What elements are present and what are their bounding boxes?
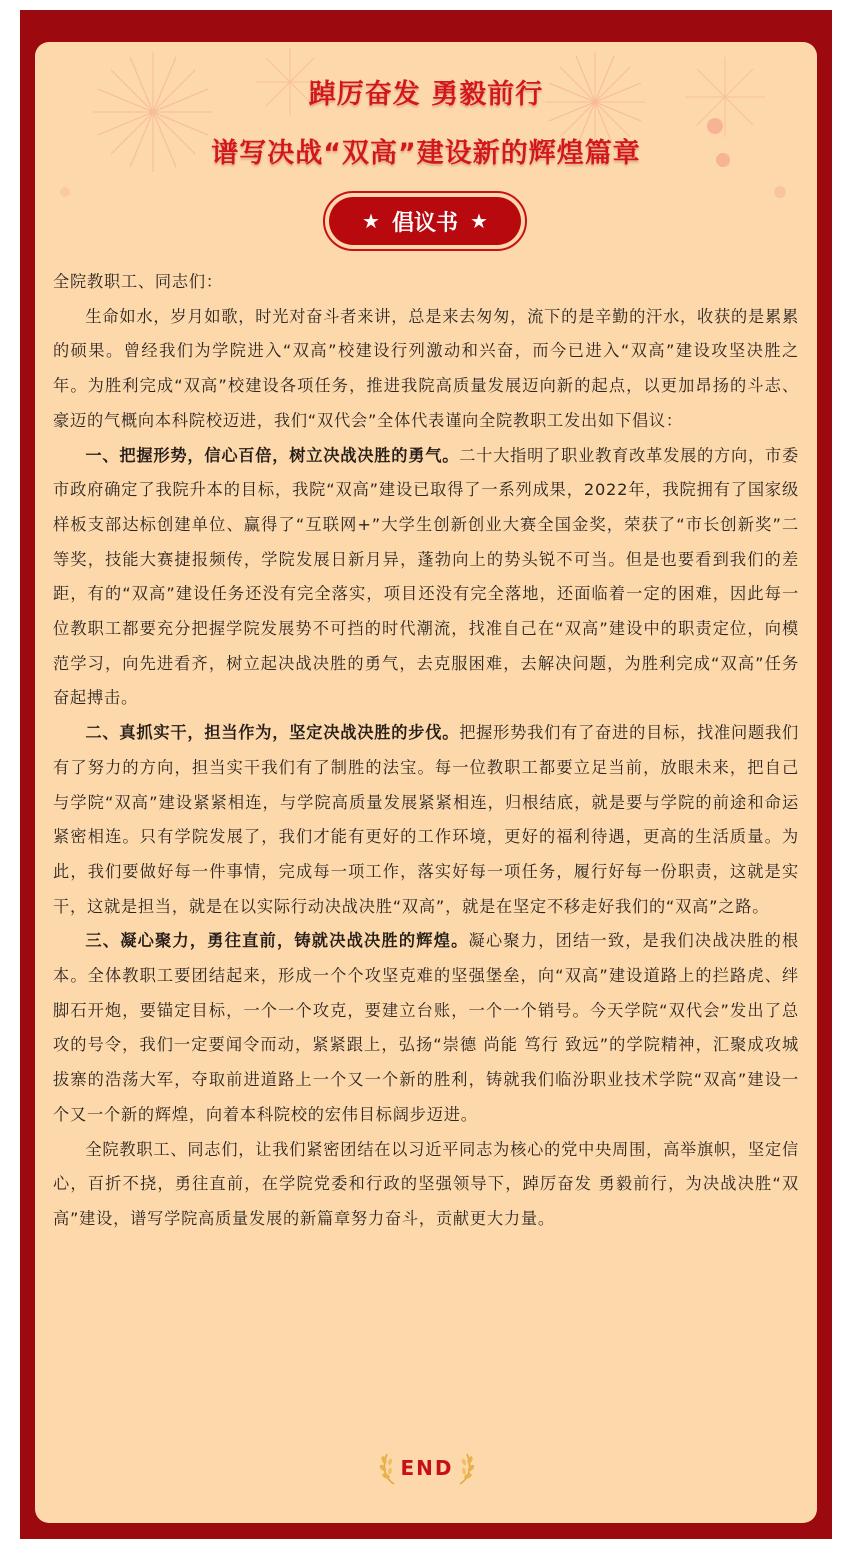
laurel-left-icon	[378, 1450, 400, 1486]
page-title-line2: 谱写决战“双高”建设新的辉煌篇章	[211, 138, 641, 169]
end-marker	[375, 1446, 479, 1490]
star-icon: ★	[362, 209, 380, 233]
badge-label: 倡议书	[391, 210, 458, 236]
point-text-2: 把握形势我们有了奋进的目标，找准问题我们有了努力的方向，担当实干我们有了制胜的法宝。每一位教职工都要立足当前，放眼未来，把自己与学院“双高”建设紧紧相连，与学院高质量发展紧紧相连，归根结底，就是要与学院的前途和命运紧密相连。只有学院发展了，我们才能有更好的工作环境，更好的福利待遇，更高的生活质量。为此，我们要做好每一件事情，完成每一项工作，落实好每一项任务，履行好每一份职责，这就是实干，这就是担当，就是在以实际行动决战决胜“双高”，就是在坚定不移走好我们的“双高”之路。	[53, 723, 799, 916]
star-icon: ★	[470, 209, 488, 233]
salutation: 全院教职工、同志们：	[53, 272, 223, 291]
proposal-card	[35, 42, 817, 1523]
point-heading-1: 一、把握形势，信心百倍，树立决战决胜的勇气。	[85, 445, 460, 465]
point-paragraph-3	[53, 924, 799, 1132]
point-heading-2: 二、真抓实干，担当作为，坚定决战决胜的步伐。	[85, 723, 460, 743]
article-body	[53, 265, 799, 1237]
point-heading-3: 三、凝心聚力，勇往直前，铸就决战决胜的辉煌。	[85, 931, 469, 951]
page-title-line1: 踔厉奋发 勇毅前行	[308, 79, 544, 110]
end-label: END	[400, 1456, 454, 1480]
laurel-right-icon	[454, 1450, 476, 1486]
point-paragraph-1	[53, 439, 799, 717]
point-paragraph-2	[53, 716, 799, 924]
proposal-badge	[323, 191, 527, 251]
intro-paragraph: 生命如水，岁月如歌，时光对奋斗者来讲，总是来去匆匆，流下的是辛勤的汗水，收获的是累累的硕果。曾经我们为学院进入“双高”校建设行列激动和兴奋，而今已进入“双高”建设攻坚决胜之年。为胜利完成“双高”校建设各项任务，推进我院高质量发展迈向新的起点，以更加昂扬的斗志、豪迈的气概向本科院校迈进，我们“双代会”全体代表谨向全院教职工发出如下倡议：	[53, 306, 799, 430]
closing-paragraph: 全院教职工、同志们，让我们紧密团结在以习近平同志为核心的党中央周围，高举旗帜，坚定信心，百折不挠，勇往直前，在学院党委和行政的坚强领导下，踔厉奋发 勇毅前行，为决战决胜“双高”建设，谱写学院高质量发展的新篇章努力奋斗，贡献更大力量。	[53, 1139, 799, 1228]
point-text-3: 凝心聚力，团结一致，是我们决战决胜的根本。全体教职工要团结起来，形成一个个攻坚克难的坚强堡垒，向“双高”建设道路上的拦路虎、绊脚石开炮，要锚定目标，一个一个攻克，要建立台账，一个一个销号。今天学院“双代会”发出了总攻的号令，我们一定要闻令而动，紧紧跟上，弘扬“崇德 尚能 笃行 致远”的学院精神，汇聚成攻城拔寨的浩荡大军，夺取前进道路上一个又一个新的胜利，铸就我们临汾职业技术学院“双高”建设一个又一个新的辉煌，向着本科院校的宏伟目标阔步迈进。	[53, 931, 799, 1124]
point-text-1: 二十大指明了职业教育改革发展的方向，市委市政府确定了我院升本的目标，我院“双高”建设已取得了一系列成果，2022年，我院拥有了国家级样板支部达标创建单位、赢得了“互联网+”大学生创新创业大赛全国金奖，荣获了“市长创新奖”二等奖，技能大赛捷报频传，学院发展日新月异，蓬勃向上的势头锐不可当。但是也要看到我们的差距，有的“双高”建设任务还没有完全落实，项目还没有完全落地，还面临着一定的困难，因此每一位教职工都要充分把握学院发展势不可挡的时代潮流，找准自己在“双高”建设中的职责定位，向模范学习，向先进看齐，树立起决战决胜的勇气，去克服困难，去解决问题，为胜利完成“双高”任务奋起搏击。	[53, 445, 799, 708]
